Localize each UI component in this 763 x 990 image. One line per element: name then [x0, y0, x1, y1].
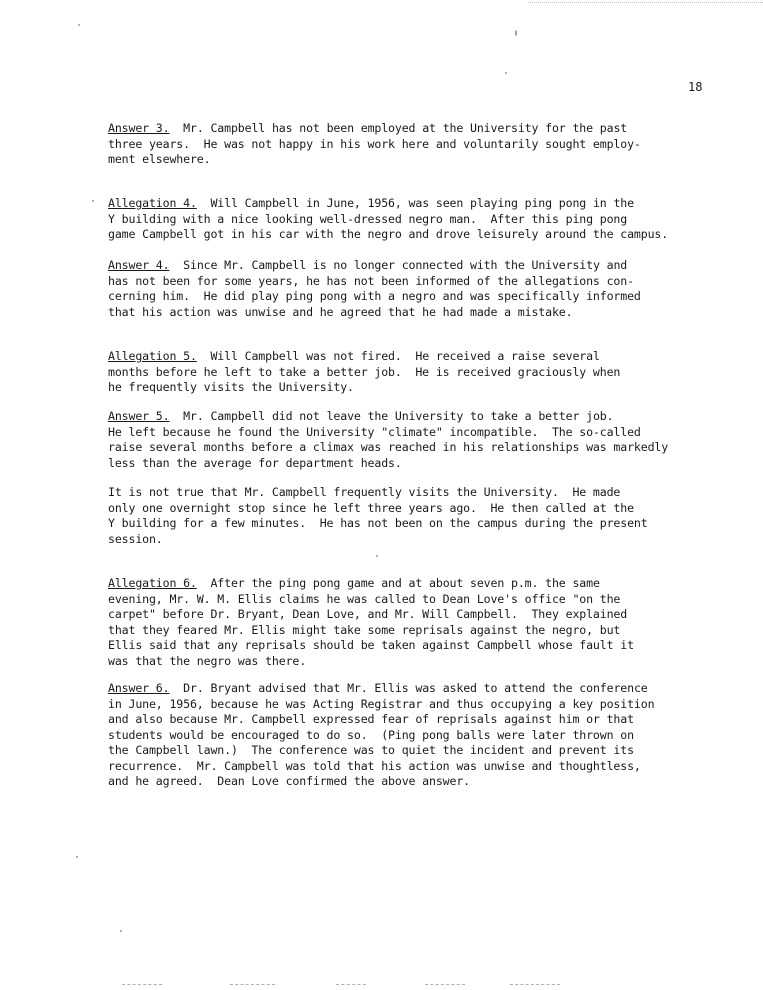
line-text: Ellis said that any reprisals should be taken against Campbell whose fault it [108, 638, 634, 652]
line-text: months before he left to take a better job. He is received graciously when [108, 364, 621, 379]
bottom-edge-dashes [510, 984, 560, 985]
section-label: Allegation 5. [108, 349, 197, 363]
text-line [108, 305, 738, 321]
text-line [108, 380, 738, 396]
bottom-edge-dashes [122, 984, 162, 985]
line-text: was that the negro was there. [108, 653, 307, 668]
line-text: recurrence. Mr. Campbell was told that his action was unwise and thoughtless, [108, 758, 641, 773]
text-line [108, 516, 738, 532]
line-text: Mr. Campbell did not leave the University to take a better job. [183, 409, 614, 423]
line-text: game Campbell got in his car with the negro and drove leisurely around the campus. [108, 227, 669, 241]
line-text: Since Mr. Campbell is no longer connected with the University and [183, 258, 628, 272]
text-line [108, 274, 738, 290]
text-line [108, 349, 738, 365]
text-line [108, 258, 738, 274]
line-text: carpet" before Dr. Bryant, Dean Love, and Mr. Will Campbell. They explained [108, 607, 628, 621]
line-text: has not been for some years, he has not been informed of the allegations con- [108, 273, 634, 288]
scan-speck [120, 930, 122, 932]
page-number: 18 [688, 80, 703, 94]
line-text: students would be encouraged to do so. (Ping pong balls were later thrown on [108, 727, 634, 742]
text-line [108, 289, 738, 305]
text-line [108, 623, 738, 639]
line-text: only one overnight stop since he left three years ago. He then called at the [108, 500, 634, 515]
line-text: he frequently visits the University. [108, 380, 354, 394]
section-label: Answer 5. [108, 409, 170, 423]
text-line [108, 485, 738, 501]
answer-6-paragraph [108, 681, 738, 790]
line-text: ment elsewhere. [108, 152, 211, 166]
text-line [108, 409, 738, 425]
text-line [108, 728, 738, 744]
text-line [108, 592, 738, 608]
text-line [108, 607, 738, 623]
line-text: Y building with a nice looking well-dressed negro man. After this ping pong [108, 211, 628, 226]
answer-5-continuation-paragraph [108, 485, 738, 547]
line-text: Will Campbell in June, 1956, was seen playing ping pong in the [210, 196, 634, 210]
line-text: He left because he found the University "climate" incompatible. The so-called [108, 424, 641, 439]
bottom-edge-dashes [425, 984, 465, 985]
text-line [108, 227, 738, 243]
section-label: Allegation 6. [108, 576, 197, 590]
line-text: raise several months before a climax was reached in his relationships was markedly [108, 440, 669, 454]
text-line [108, 425, 738, 441]
answer-5-paragraph [108, 409, 738, 471]
text-line [108, 774, 738, 790]
text-line [108, 152, 738, 168]
text-line [108, 365, 738, 381]
section-label: Answer 6. [108, 681, 170, 695]
allegation-5-paragraph [108, 349, 738, 396]
text-line [108, 712, 738, 728]
line-text: in June, 1956, because he was Acting Registrar and thus occupying a key position [108, 696, 655, 711]
text-line [108, 212, 738, 228]
scan-speck [376, 555, 378, 557]
text-line [108, 196, 738, 212]
line-text: the Campbell lawn.) The conference was to quiet the incident and prevent its [108, 743, 634, 757]
line-text: three years. He was not happy in his work here and voluntarily sought employ- [108, 136, 641, 151]
scan-speck [76, 856, 78, 858]
line-text: After the ping pong game and at about seven p.m. the same [210, 576, 600, 590]
top-edge-dashes [528, 2, 763, 3]
text-line [108, 576, 738, 592]
bottom-edge-dashes [230, 984, 275, 985]
bottom-edge-dashes [336, 984, 366, 985]
line-text: less than the average for department heads. [108, 455, 402, 470]
scan-speck [505, 72, 507, 74]
text-line [108, 743, 738, 759]
answer-3-paragraph [108, 121, 738, 168]
text-line [108, 440, 738, 456]
line-text: cerning him. He did play ping pong with a negro and was specifically informed [108, 289, 641, 303]
text-line [108, 121, 738, 137]
line-text: Will Campbell was not fired. He received a raise several [210, 349, 600, 363]
scan-speck [92, 200, 94, 202]
allegation-4-paragraph [108, 196, 738, 243]
allegation-6-paragraph [108, 576, 738, 669]
answer-4-paragraph [108, 258, 738, 320]
text-line [108, 532, 738, 548]
section-label: Answer 4. [108, 258, 170, 272]
section-label: Answer 3. [108, 121, 170, 135]
line-text: evening, Mr. W. M. Ellis claims he was called to Dean Love's office "on the [108, 591, 621, 606]
text-line [108, 681, 738, 697]
scan-speck [78, 24, 80, 26]
line-text: It is not true that Mr. Campbell frequently visits the University. He made [108, 485, 621, 499]
text-line [108, 697, 738, 713]
text-line [108, 654, 738, 670]
line-text: that his action was unwise and he agreed that he had made a mistake. [108, 304, 573, 319]
text-line [108, 456, 738, 472]
text-line [108, 501, 738, 517]
line-text: Dr. Bryant advised that Mr. Ellis was asked to attend the conference [183, 681, 648, 695]
line-text: and also because Mr. Campbell expressed fear of reprisals against him or that [108, 712, 634, 726]
scan-speck [515, 30, 517, 36]
line-text: Y building for a few minutes. He has not been on the campus during the present [108, 516, 648, 530]
line-text: session. [108, 531, 163, 546]
section-label: Allegation 4. [108, 196, 197, 210]
line-text: and he agreed. Dean Love confirmed the above answer. [108, 774, 470, 788]
text-line [108, 638, 738, 654]
text-line [108, 137, 738, 153]
line-text: Mr. Campbell has not been employed at the University for the past [183, 121, 628, 135]
line-text: that they feared Mr. Ellis might take some reprisals against the negro, but [108, 622, 621, 637]
text-line [108, 759, 738, 775]
